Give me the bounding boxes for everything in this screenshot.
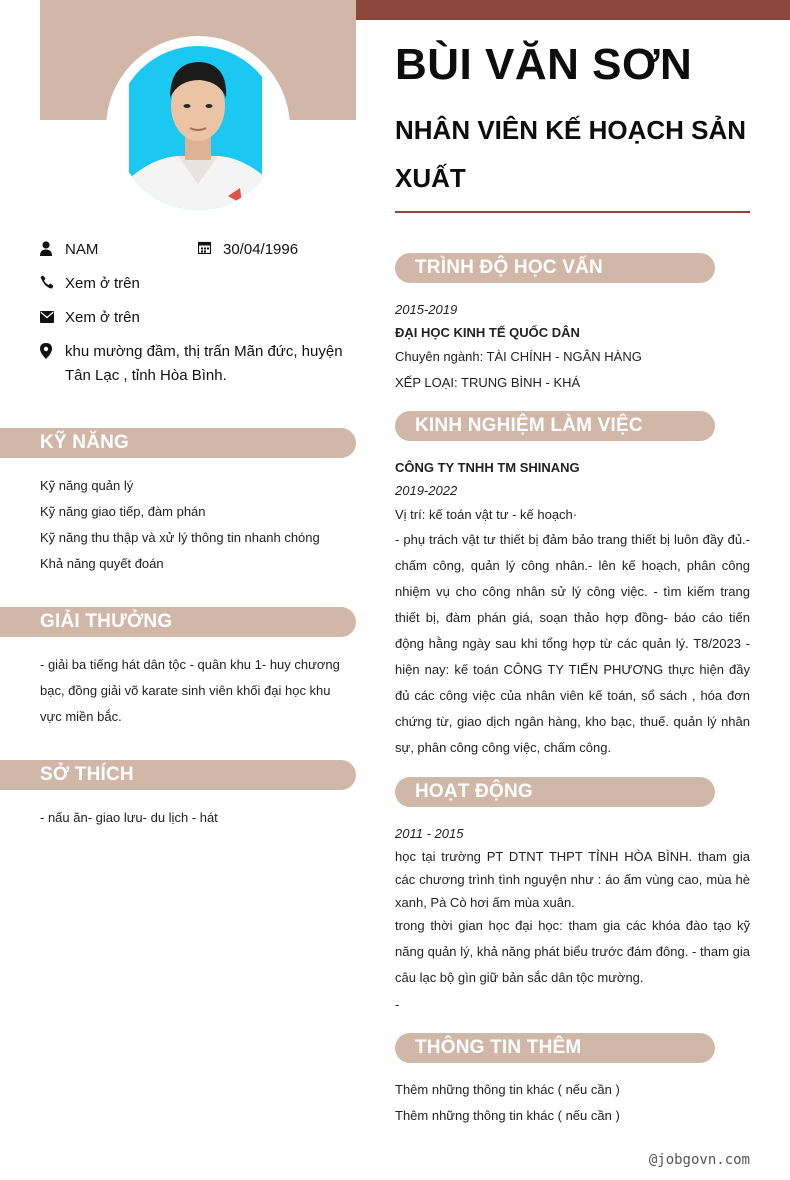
education-section-header	[395, 253, 715, 283]
awards-section-header	[0, 607, 356, 637]
map-pin-icon	[40, 340, 65, 359]
birthday-value: 30/04/1996	[223, 241, 299, 258]
experience-period: 2019-2022	[395, 483, 458, 498]
awards-text: - giải ba tiếng hát dân tộc - quân khu 1- huy chương bạc, đồng giải võ karate sinh viên khối đại học khu vực miền bắc.	[40, 657, 340, 724]
phone-icon	[40, 272, 65, 289]
activities-section-header	[395, 777, 715, 807]
skills-section-header	[0, 428, 356, 458]
header-divider	[395, 211, 750, 213]
skills-title: KỸ NĂNG	[40, 432, 130, 453]
footer-watermark: @jobgovn.com	[648, 1152, 750, 1168]
education-title: TRÌNH ĐỘ HỌC VẤN	[415, 257, 603, 278]
email-row	[40, 306, 140, 330]
portrait-image	[116, 46, 280, 210]
gender-value: NAM	[65, 241, 99, 258]
phone-value: Xem ở trên	[65, 275, 140, 292]
experience-company: CÔNG TY TNHH TM SHINANG	[395, 460, 580, 475]
education-major: Chuyên ngành: TÀI CHÍNH - NGÂN HÀNG	[395, 349, 642, 364]
additional-item: Thêm những thông tin khác ( nếu cần )	[395, 1108, 620, 1123]
birthday-row	[198, 238, 298, 262]
hobbies-text: - nấu ăn- giao lưu- du lịch - hát	[40, 810, 218, 825]
email-value: Xem ở trên	[65, 309, 140, 326]
activities-period: 2011 - 2015	[395, 826, 464, 841]
experience-section-header	[395, 411, 715, 441]
activities-title: HOẠT ĐỘNG	[415, 781, 533, 802]
hobbies-section-header	[0, 760, 356, 790]
activities-text-1: học tại trường PT DTNT THPT TỈNH HÒA BÌNH. tham gia các chương trình tình nguyện như : áo ấm vùng cao, mùa hè xanh, Pà Cò hơi ấm mùa xuân.	[395, 849, 750, 910]
awards-title: GIẢI THƯỞNG	[40, 611, 173, 632]
additional-item: Thêm những thông tin khác ( nếu cần )	[395, 1082, 620, 1097]
address-value: khu mường đầm, thị trấn Mãn đức, huyện Tân Lạc , tỉnh Hòa Bình.	[65, 343, 343, 384]
education-school: ĐẠI HỌC KINH TẾ QUỐC DÂN	[395, 325, 580, 340]
top-accent-bar	[356, 0, 790, 20]
profile-photo	[116, 46, 280, 210]
phone-row	[40, 272, 140, 296]
address-row	[40, 340, 350, 388]
skill-item: Kỹ năng thu thập và xử lý thông tin nhanh chóng	[40, 530, 320, 545]
experience-position: Vị trí: kế toán vật tư - kế hoạch·	[395, 507, 578, 522]
user-icon	[40, 238, 65, 256]
additional-list	[395, 1077, 750, 1129]
job-title: NHÂN VIÊN KẾ HOẠCH SẢN XUẤT	[395, 115, 747, 193]
experience-title: KINH NGHIỆM LÀM VIỆC	[415, 415, 643, 436]
skills-list	[40, 473, 346, 577]
envelope-icon	[40, 306, 65, 323]
education-period: 2015-2019	[395, 302, 458, 317]
additional-section-header	[395, 1033, 715, 1063]
skill-item: Khả năng quyết đoán	[40, 556, 164, 571]
activities-text-3: -	[395, 997, 400, 1012]
experience-description: - phụ trách vật tư thiết bị đảm bảo trang thiết bị luôn đầy đủ.- chấm công, quản lý công nhân.- lên kế hoạch, phân công nhiệm vụ cho công nhân sử lý công việc. - tìm kiếm trang thiết bị, đàm phán giá, soạn thảo hợp đồng- báo cáo tiến động hằng ngày sau khi tổng hợp từ các quản lý. T8/2023 - hiện nay: kế toán CÔNG TY TIẾN PHƯƠNG thực hiện đầy đủ các công việc của nhân viên kế toán, sổ sách , hóa đơn chứng từ, giao dịch ngân hàng, kho bạc, thuế. quản lý nhân sự, phân công công việc, chấm công.	[395, 532, 750, 755]
activities-text-2: trong thời gian học đại học: tham gia các khóa đào tạo kỹ năng quản lý, khả năng phát biểu trước đám đông. - tham gia câu lạc bộ gìn giữ bản sắc dân tộc mường.	[395, 918, 750, 985]
education-rank: XẾP LOẠI: TRUNG BÌNH - KHÁ	[395, 375, 581, 390]
additional-title: THÔNG TIN THÊM	[415, 1037, 582, 1058]
skill-item: Kỹ năng quản lý	[40, 478, 134, 493]
hobbies-title: SỞ THÍCH	[40, 764, 134, 785]
skill-item: Kỹ năng giao tiếp, đàm phán	[40, 504, 206, 519]
calendar-icon	[198, 238, 223, 254]
gender-row	[40, 238, 98, 262]
candidate-name: BÙI VĂN SƠN	[395, 40, 693, 89]
